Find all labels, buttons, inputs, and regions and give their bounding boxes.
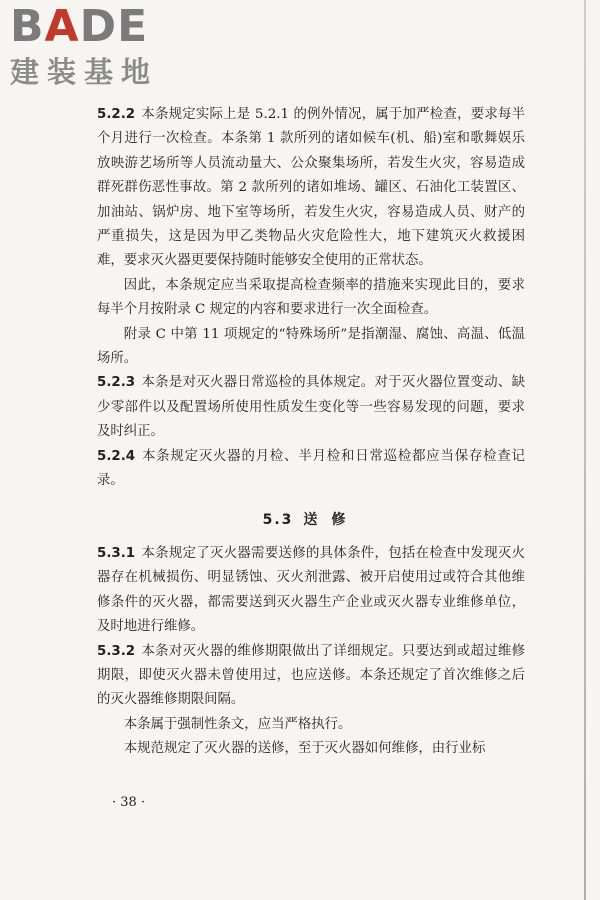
section-heading	[97, 508, 525, 532]
paragraph-5-3-1: 5.3.1 本条规定了灭火器需要送修的具体条件，包括在检查中发现灭火器存在机械损伤、明显锈蚀、灭火剂泄露、被开启使用过或符合其他维修条件的灭火器，都需要送到灭火器生产企业或灭火器专业维修单位，及时地进行维修。	[97, 545, 525, 635]
logo-word: BADE	[10, 1, 149, 52]
paragraph: 本规范规定了灭火器的送修，至于灭火器如何维修，由行业标	[123, 741, 486, 757]
paragraph: 本条属于强制性条文，应当严格执行。	[123, 716, 352, 732]
paragraph: 因此，本条规定应当采取提高检查频率的措施来实现此目的，要求每半个月按附录 C 规定的内容和要求进行一次全面检查。	[97, 277, 525, 318]
logo-subtitle: 建装基地	[10, 55, 159, 89]
brand-logo	[10, 1, 180, 104]
document-body	[97, 103, 525, 762]
paragraph-5-2-4: 5.2.4 本条规定灭火器的月检、半月检和日常巡检都应当保存检查记录。	[97, 448, 525, 489]
page-number: · 38 ·	[112, 795, 146, 810]
paragraph-5-2-2: 5.2.2 本条规定实际上是 5.2.1 的例外情况，属于加严检查，要求每半个月进行一次检查。本条第 1 款所列的诸如候车(机、船)室和歌舞娱乐放映游艺场所等人员流动量大、公众聚集场所，若发生火灾，容易造成群死群伤恶性事故。第 2 款所列的诸如堆场、罐区、石油化工装置区、加油站、锅炉房、地下室等场所，若发生火灾，容易造成人员、财产的严重损失，这是因为甲乙类物品火灾危险性大，地下建筑灭火救援困难，要求灭火器更要保持随时能够安全使用的正常状态。	[97, 107, 525, 269]
section-title: 送修	[303, 511, 360, 528]
paragraph-5-2-3: 5.2.3 本条是对灭火器日常巡检的具体规定。对于灭火器位置变动、缺少零部件以及配置场所使用性质发生变化等一些容易发现的问题，要求及时纠正。	[97, 375, 525, 440]
section-number: 5.3	[262, 511, 294, 528]
paragraph-5-3-2: 5.3.2 本条对灭火器的维修期限做出了详细规定。只要达到或超过维修期限，即使灭火器未曾使用过，也应送修。本条还规定了首次维修之后的灭火器维修期限间隔。	[97, 643, 525, 708]
page-edge	[584, 0, 586, 900]
paragraph: 附录 C 中第 11 项规定的“特殊场所”是指潮湿、腐蚀、高温、低温场所。	[97, 326, 525, 367]
